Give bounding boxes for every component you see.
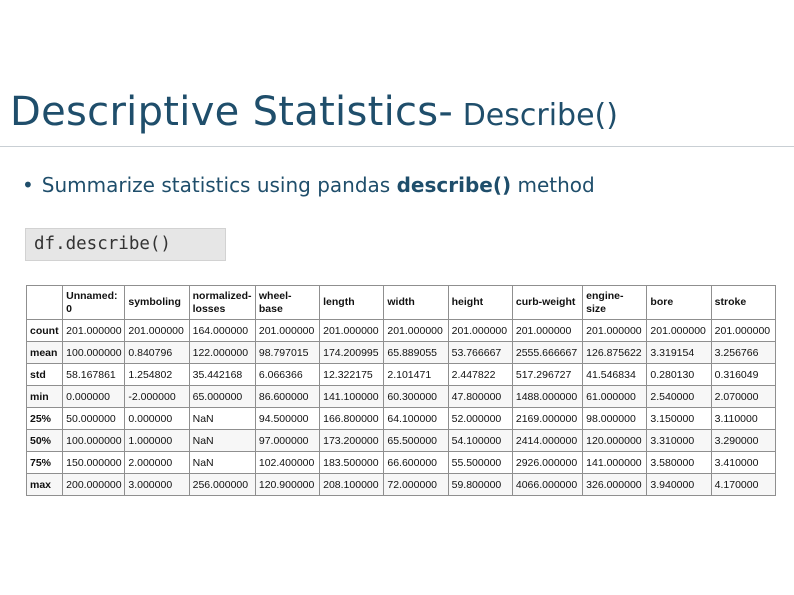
table-cell: 201.000000 (647, 320, 711, 342)
table-cell: 65.000000 (189, 386, 255, 408)
table-cell: NaN (189, 408, 255, 430)
table-cell: 126.875622 (583, 342, 647, 364)
column-header (27, 286, 63, 320)
column-header (125, 286, 189, 320)
column-header (320, 286, 384, 320)
column-header-line1: symboling (128, 296, 181, 308)
table-cell: 1488.000000 (512, 386, 582, 408)
column-header-line1: length (323, 296, 355, 308)
table-cell: 201.000000 (711, 320, 775, 342)
table-cell: 517.296727 (512, 364, 582, 386)
table-cell: 53.766667 (448, 342, 512, 364)
column-header-line2: size (586, 302, 607, 315)
table-cell: 65.889055 (384, 342, 448, 364)
table-cell: 2.540000 (647, 386, 711, 408)
table-cell: 2926.000000 (512, 452, 582, 474)
table-cell: 0.316049 (711, 364, 775, 386)
table-cell: 98.797015 (255, 342, 319, 364)
table-cell: 141.100000 (320, 386, 384, 408)
table-cell: 256.000000 (189, 474, 255, 496)
row-label: min (27, 386, 63, 408)
bullet-text-prefix: Summarize statistics using pandas (41, 173, 397, 197)
bullet-point (22, 173, 595, 197)
table-cell: NaN (189, 452, 255, 474)
table-cell: 150.000000 (63, 452, 125, 474)
column-header (647, 286, 711, 320)
table-cell: 3.256766 (711, 342, 775, 364)
column-header-line2: base (258, 302, 283, 315)
table-cell: 201.000000 (63, 320, 125, 342)
table-cell: 2.447822 (448, 364, 512, 386)
table-cell: 72.000000 (384, 474, 448, 496)
bullet-text-suffix: method (511, 173, 595, 197)
table-cell: 2414.000000 (512, 430, 582, 452)
column-header-line1: bore (650, 296, 674, 308)
table-cell: 60.300000 (384, 386, 448, 408)
table-cell: 100.000000 (63, 430, 125, 452)
table-row (27, 320, 776, 342)
column-header (448, 286, 512, 320)
table-row (27, 474, 776, 496)
table-cell: 100.000000 (63, 342, 125, 364)
slide-title-sub: Describe() (453, 98, 618, 133)
column-header-line1: wheel- (258, 289, 292, 302)
column-header (189, 286, 255, 320)
column-header-line1: engine- (586, 289, 624, 302)
table-cell: 50.000000 (63, 408, 125, 430)
table-cell: 200.000000 (63, 474, 125, 496)
table-cell: 65.500000 (384, 430, 448, 452)
table-cell: 120.900000 (255, 474, 319, 496)
column-header-line1: curb-weight (515, 296, 576, 308)
table-cell: 183.500000 (320, 452, 384, 474)
table-row (27, 342, 776, 364)
table-cell: 3.290000 (711, 430, 775, 452)
table-cell: 2555.666667 (512, 342, 582, 364)
table-cell: 201.000000 (255, 320, 319, 342)
table-row (27, 364, 776, 386)
table-row (27, 408, 776, 430)
table-cell: 201.000000 (384, 320, 448, 342)
table-cell: 120.000000 (583, 430, 647, 452)
table-cell: 0.840796 (125, 342, 189, 364)
table-cell: 86.600000 (255, 386, 319, 408)
table-cell: 326.000000 (583, 474, 647, 496)
table-cell: 208.100000 (320, 474, 384, 496)
table-cell: -2.000000 (125, 386, 189, 408)
table-cell: 173.200000 (320, 430, 384, 452)
column-header-line1: width (387, 296, 415, 308)
table-cell: 0.000000 (63, 386, 125, 408)
bullet-icon: • (22, 173, 34, 197)
table-cell: 201.000000 (448, 320, 512, 342)
slide-title-main: Descriptive Statistics- (10, 89, 454, 135)
column-header-line1: height (451, 296, 484, 308)
column-header (583, 286, 647, 320)
column-header (711, 286, 775, 320)
table-cell: 94.500000 (255, 408, 319, 430)
table-cell: 61.000000 (583, 386, 647, 408)
table-cell: 12.322175 (320, 364, 384, 386)
table-cell: 3.110000 (711, 408, 775, 430)
column-header-line1: stroke (714, 296, 747, 308)
table-header-row (27, 286, 776, 320)
column-header (63, 286, 125, 320)
table-cell: 166.800000 (320, 408, 384, 430)
table-cell: 64.100000 (384, 408, 448, 430)
table-cell: 58.167861 (63, 364, 125, 386)
table-cell: 2.000000 (125, 452, 189, 474)
row-label: mean (27, 342, 63, 364)
table-cell: 0.000000 (125, 408, 189, 430)
table-cell: 3.580000 (647, 452, 711, 474)
table-cell: 66.600000 (384, 452, 448, 474)
table-cell: 201.000000 (125, 320, 189, 342)
table-cell: 2.101471 (384, 364, 448, 386)
column-header (384, 286, 448, 320)
title-divider (0, 146, 794, 147)
table-cell: 201.000000 (512, 320, 582, 342)
table-cell: 102.400000 (255, 452, 319, 474)
table-cell: 6.066366 (255, 364, 319, 386)
table-cell: 4066.000000 (512, 474, 582, 496)
table-cell: 41.546834 (583, 364, 647, 386)
table-cell: 97.000000 (255, 430, 319, 452)
table-cell: 1.254802 (125, 364, 189, 386)
table-cell: 2.070000 (711, 386, 775, 408)
column-header (512, 286, 582, 320)
bullet-text-bold: describe() (396, 173, 512, 197)
table-cell: 1.000000 (125, 430, 189, 452)
table-cell: 141.000000 (583, 452, 647, 474)
column-header-line2: losses (192, 302, 226, 315)
slide-title (10, 89, 618, 135)
table-cell: 201.000000 (583, 320, 647, 342)
table-row (27, 430, 776, 452)
code-snippet: df.describe() (25, 228, 226, 261)
table-cell: 3.000000 (125, 474, 189, 496)
column-header-line2: 0 (66, 302, 72, 315)
table-cell: 54.100000 (448, 430, 512, 452)
table-cell: 164.000000 (189, 320, 255, 342)
row-label: std (27, 364, 63, 386)
table-cell: 47.800000 (448, 386, 512, 408)
table-cell: 52.000000 (448, 408, 512, 430)
table-cell: 3.319154 (647, 342, 711, 364)
column-header-line1: normalized- (192, 289, 252, 302)
table-row (27, 452, 776, 474)
table-cell: 59.800000 (448, 474, 512, 496)
table-cell: 3.410000 (711, 452, 775, 474)
table-cell: 2169.000000 (512, 408, 582, 430)
table-cell: 35.442168 (189, 364, 255, 386)
table-row (27, 386, 776, 408)
row-label: 75% (27, 452, 63, 474)
table-cell: 3.150000 (647, 408, 711, 430)
row-label: 50% (27, 430, 63, 452)
table-cell: 174.200995 (320, 342, 384, 364)
row-label: 25% (27, 408, 63, 430)
table-cell: 4.170000 (711, 474, 775, 496)
table-cell: 98.000000 (583, 408, 647, 430)
column-header-line1: Unnamed: (66, 289, 118, 302)
table-cell: 55.500000 (448, 452, 512, 474)
table-cell: 122.000000 (189, 342, 255, 364)
table-cell: 3.310000 (647, 430, 711, 452)
table-cell: NaN (189, 430, 255, 452)
row-label: count (27, 320, 63, 342)
table-cell: 0.280130 (647, 364, 711, 386)
table-cell: 201.000000 (320, 320, 384, 342)
row-label: max (27, 474, 63, 496)
table-cell: 3.940000 (647, 474, 711, 496)
describe-table (26, 285, 776, 496)
column-header (255, 286, 319, 320)
